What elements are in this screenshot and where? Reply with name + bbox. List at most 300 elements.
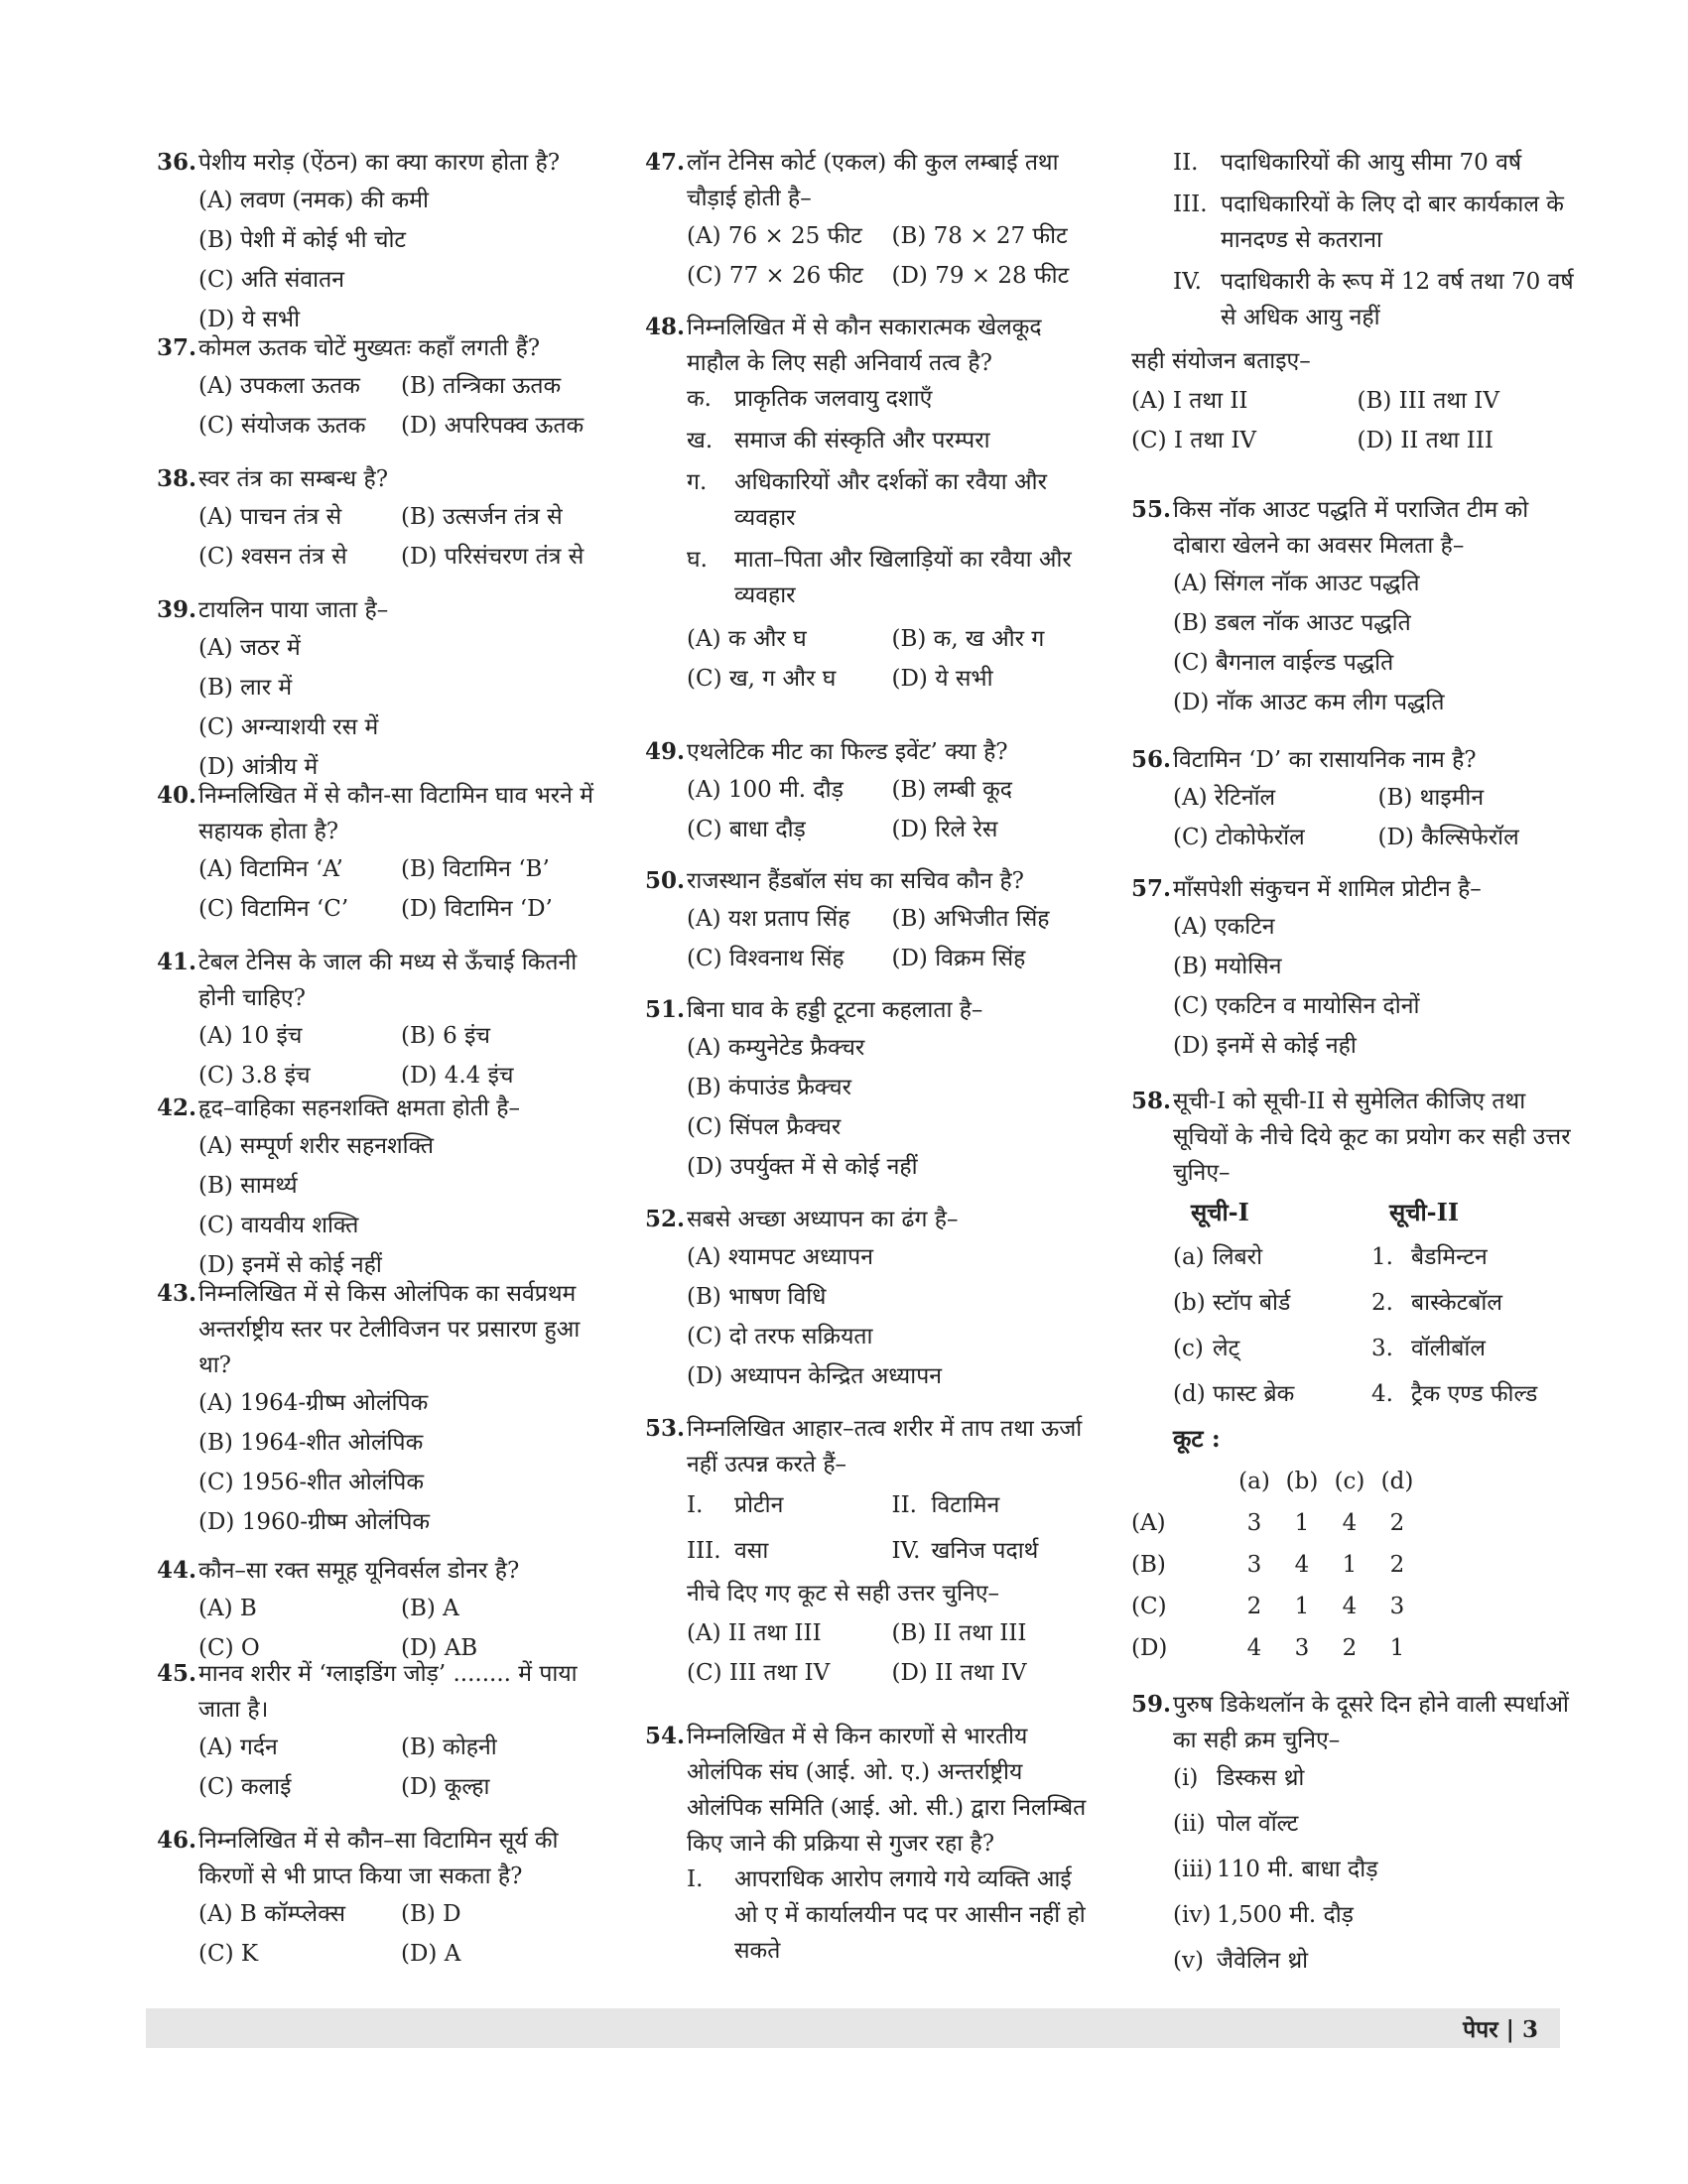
option-row (198, 1894, 603, 1934)
question-text: किस नॉक आउट पद्धति में पराजित टीम को दोबारा खेलने का अवसर मिलता है– (1173, 497, 1529, 559)
question-text: मानव शरीर में ‘ग्लाइडिंग जोड़’ ........ में पाया जाता है। (198, 1661, 578, 1723)
item-text: आपराधिक आरोप लगाये गये व्यक्ति आई ओ ए में कार्यालयीन पद पर आसीन नहीं हो सकते (734, 1866, 1086, 1964)
code-option: (B) (1131, 1552, 1166, 1578)
question-38 (157, 461, 603, 577)
code-value: 4 (1342, 1510, 1358, 1536)
code-pad (1189, 1502, 1231, 1544)
question-number: 50. (645, 867, 686, 894)
pair-left (687, 1482, 892, 1528)
option: (A) लवण (नमक) की कमी (198, 188, 429, 213)
option: (B) पेशी में कोई भी चोट (198, 227, 407, 253)
option: (D) अध्यापन केन्द्रित अध्यापन (687, 1363, 943, 1389)
question-text-row (157, 1823, 603, 1894)
list-item (687, 423, 1097, 458)
question-text: टायलिन पाया जाता है– (198, 597, 389, 623)
item-marker: (iii) (1173, 1857, 1214, 1882)
option-row (198, 1767, 603, 1807)
pair-text: खनिज पदार्थ (931, 1538, 1039, 1564)
option: (C) 1956-शीत ओलंपिक (198, 1470, 424, 1495)
question-41 (157, 945, 603, 1095)
pair-text: विटामिन (931, 1492, 1000, 1518)
roman-pair-row (687, 1482, 1097, 1528)
question-text: सूची-I को सूची-II से सुमेलित कीजिए तथा सूचियों के नीचे दिये कूट का प्रयोग कर सही उत्तर चुनिए– (1173, 1089, 1571, 1186)
page-number-label: पेपर | 3 (1463, 2016, 1538, 2043)
question-text: सबसे अच्छा अध्यापन का ढंग है– (687, 1207, 959, 1232)
option: (D) II तथा III (1357, 428, 1494, 453)
option-row (687, 770, 1097, 810)
option: (B) 78 × 27 फीट (891, 223, 1068, 249)
question-number: 38. (157, 465, 197, 492)
question-49 (645, 734, 1097, 849)
pair-marker: III. (687, 1538, 721, 1564)
option: (A) जठर में (198, 635, 301, 661)
question-text: कौन–सा रक्त समूह यूनिवर्सल डोनर है? (198, 1558, 520, 1584)
options (157, 628, 603, 787)
option-row (687, 1653, 1097, 1693)
option: (C) अग्न्याशयी रस में (198, 714, 379, 740)
option: (B) तन्त्रिका ऊतक (401, 373, 562, 399)
options (1131, 564, 1583, 722)
item-marker: (ii) (1173, 1811, 1206, 1837)
pair-marker: IV. (891, 1538, 921, 1564)
options (157, 1016, 603, 1095)
option: (D) विटामिन ‘D’ (401, 896, 553, 922)
question-text-row (157, 461, 603, 497)
question-text: लॉन टेनिस कोर्ट (एकल) की कुल लम्बाई तथा चौड़ाई होती है– (687, 150, 1059, 211)
option: (C) III तथा IV (687, 1660, 831, 1686)
item-marker: III. (1173, 192, 1208, 217)
list-1-heading: सूची-I (1191, 1198, 1249, 1226)
option-row (198, 406, 603, 446)
item-text: पदाधिकारी के रूप में 12 वर्ष तथा 70 वर्ष से अधिक आयु नहीं (1221, 269, 1574, 330)
option-row (198, 1016, 603, 1056)
option: (B) लार में (198, 675, 293, 701)
option: (B) II तथा III (891, 1620, 1027, 1646)
question-text-row (157, 1091, 603, 1126)
option-row (198, 1589, 603, 1628)
list-item (687, 381, 1097, 417)
options (645, 216, 1097, 296)
question-text-row (157, 945, 603, 1016)
item-text: समाज की संस्कृति और परम्परा (734, 428, 990, 453)
question-39 (157, 592, 603, 787)
option: (D) परिसंचरण तंत्र से (401, 544, 584, 570)
question-text: बिना घाव के हड्डी टूटना कहलाता है– (687, 997, 983, 1023)
code-value: 2 (1342, 1635, 1358, 1661)
pair-right (892, 1482, 1098, 1528)
question-number: 37. (157, 334, 197, 361)
question-text-row (1131, 1687, 1583, 1758)
option: (D) AB (401, 1635, 478, 1661)
question-text-row (645, 145, 1097, 216)
item-list (645, 1862, 1097, 1969)
option-row (198, 537, 603, 577)
option: (C) श्वसन तंत्र से (198, 544, 347, 570)
options (157, 1894, 603, 1974)
match-row (1131, 1280, 1583, 1326)
option: (C) K (198, 1941, 259, 1967)
row-item: स्टॉप बोर्ड (1213, 1290, 1291, 1316)
code-value: 3 (1389, 1594, 1405, 1619)
option: (B) डबल नॉक आउट पद्धति (1173, 610, 1411, 636)
question-text-row (645, 734, 1097, 770)
option: (D) रिले रेस (891, 817, 998, 842)
list-item (1173, 187, 1583, 258)
option: (A) I तथा II (1131, 388, 1248, 414)
option: (A) विटामिन ‘A’ (198, 856, 343, 882)
row-match: बास्केटबॉल (1411, 1290, 1502, 1316)
question-text-row (157, 1276, 603, 1383)
options (1131, 381, 1583, 460)
match-row (1131, 1234, 1583, 1280)
question-text: राजस्थान हैंडबॉल संघ का सचिव कौन है? (687, 868, 1024, 894)
question-text: हृद–वाहिका सहनशक्ति क्षमता होती है– (198, 1095, 520, 1121)
option: (A) यश प्रताप सिंह (687, 906, 850, 932)
question-text: निम्नलिखित में से कौन–सा विटामिन सूर्य की किरणों से भी प्राप्त किया जा सकता है? (198, 1828, 559, 1889)
option: (A) रेटिनॉल (1173, 785, 1276, 811)
option: (C) 3.8 इंच (198, 1063, 311, 1089)
option: (B) थाइमीन (1377, 785, 1485, 811)
item-text: प्राकृतिक जलवायु दशाएँ (734, 386, 933, 412)
code-header: (b) (1285, 1469, 1319, 1494)
option: (B) III तथा IV (1357, 388, 1499, 414)
option-row (687, 810, 1097, 849)
match-row (1131, 1326, 1583, 1371)
item-marker: (iv) (1173, 1902, 1212, 1928)
option: (B) A (401, 1596, 459, 1621)
option: (C) संयोजक ऊतक (198, 413, 366, 439)
option: (B) 6 इंच (401, 1023, 491, 1049)
item-marker: (v) (1173, 1948, 1204, 1974)
pair-left (687, 1528, 892, 1574)
row-match: ट्रैक एण्ड फील्ड (1411, 1381, 1538, 1407)
question-number: 49. (645, 738, 686, 765)
option: (B) अभिजीत सिंह (891, 906, 1050, 932)
item-list (645, 381, 1097, 613)
option: (C) I तथा IV (1131, 428, 1257, 453)
item-marker: क. (687, 386, 712, 412)
question-text: एथलेटिक मीट का फिल्ड इवेंट’ क्या है? (687, 739, 1008, 765)
code-header: (c) (1334, 1469, 1365, 1494)
question-number: 43. (157, 1280, 197, 1307)
question-43 (157, 1276, 603, 1542)
page-footer (146, 2008, 1560, 2048)
question-text: माँसपेशी संकुचन में शामिल प्रोटीन है– (1173, 876, 1482, 902)
row-number: 4. (1371, 1381, 1393, 1407)
option: (D) ये सभी (198, 307, 301, 332)
pair-marker: II. (891, 1492, 917, 1518)
list-item (1173, 264, 1583, 335)
options (157, 181, 603, 339)
instruction-text: नीचे दिए गए कूट से सही उत्तर चुनिए– (687, 1581, 1000, 1606)
item-text: 110 मी. बाधा दौड़ (1217, 1857, 1378, 1882)
item-list (1131, 1758, 1583, 1981)
options (1131, 907, 1583, 1066)
option-row (198, 849, 603, 889)
question-text-row (157, 330, 603, 366)
question-54-continued (1131, 145, 1583, 460)
question-number: 51. (645, 996, 686, 1023)
question-number: 40. (157, 782, 197, 809)
row-item: लिबरो (1213, 1244, 1263, 1270)
option: (A) B कॉम्प्लेक्स (198, 1901, 346, 1927)
question-46 (157, 1823, 603, 1974)
question-text-row (157, 778, 603, 849)
option: (D) 1960-ग्रीष्म ओलंपिक (198, 1509, 431, 1535)
question-37 (157, 330, 603, 446)
option: (C) विटामिन ‘C’ (198, 896, 349, 922)
options (645, 770, 1097, 849)
option: (A) एकटिन (1173, 914, 1275, 940)
item-text: जैवेलिन थ्रो (1217, 1948, 1309, 1974)
option-row (687, 216, 1097, 256)
question-number: 52. (645, 1206, 686, 1232)
question-text-row (1131, 1084, 1583, 1191)
list-item (1173, 1804, 1583, 1844)
option: (B) सामर्थ्य (198, 1173, 298, 1199)
question-text-row (1131, 742, 1583, 778)
options (157, 849, 603, 929)
row-number: 1. (1371, 1244, 1393, 1270)
question-59 (1131, 1687, 1583, 1987)
option: (D) 79 × 28 फीट (891, 263, 1070, 289)
row-letter: (d) (1173, 1381, 1206, 1407)
item-text: माता–पिता और खिलाड़ियों का रवैया और व्यवहार (734, 547, 1072, 608)
option: (B) लम्बी कूद (891, 777, 1013, 803)
option: (C) टोकोफेरॉल (1173, 825, 1305, 850)
option: (B) विटामिन ‘B’ (401, 856, 550, 882)
question-58 (1131, 1084, 1583, 1669)
options (1131, 778, 1583, 857)
question-text: निम्नलिखित में से किस ओलंपिक का सर्वप्रथम अन्तर्राष्ट्रीय स्तर पर टेलीविजन पर प्रसारण हुआ था? (198, 1281, 581, 1378)
pair-text: वसा (734, 1538, 769, 1564)
item-marker: II. (1173, 150, 1199, 176)
option: (A) कम्युनेटेड फ्रैक्चर (687, 1035, 865, 1061)
row-number: 2. (1371, 1290, 1393, 1316)
item-marker: घ. (687, 547, 708, 573)
option: (C) कलाई (198, 1774, 292, 1800)
options (645, 619, 1097, 699)
code-row (1131, 1502, 1583, 1544)
code-value: 1 (1342, 1552, 1358, 1578)
item-text: डिस्कस थ्रो (1217, 1765, 1305, 1791)
code-row (1131, 1627, 1583, 1669)
question-text-row (645, 1202, 1097, 1237)
code-value: 3 (1246, 1510, 1262, 1536)
question-text-row (157, 592, 603, 628)
question-number: 53. (645, 1415, 686, 1442)
code-value: 1 (1294, 1510, 1310, 1536)
code-header: (d) (1380, 1469, 1414, 1494)
pair-marker: I. (687, 1492, 704, 1518)
list-2-heading: सूची-II (1389, 1198, 1460, 1226)
question-40 (157, 778, 603, 929)
options (645, 1237, 1097, 1396)
option-row (1173, 818, 1583, 857)
roman-pair-row (687, 1528, 1097, 1574)
code-option: (A) (1131, 1510, 1166, 1536)
row-letter: (b) (1173, 1290, 1206, 1316)
question-text-row (157, 145, 603, 181)
option: (A) 100 मी. दौड़ (687, 777, 844, 803)
option-row (687, 939, 1097, 978)
option: (D) अपरिपक्व ऊतक (401, 413, 584, 439)
code-label: कूट : (1173, 1424, 1221, 1453)
option-row (198, 366, 603, 406)
question-text-row (157, 1553, 603, 1589)
question-text-row (1131, 492, 1583, 564)
option-row (687, 899, 1097, 939)
option-row (198, 1728, 603, 1767)
option: (A) B (198, 1596, 257, 1621)
code-value: 3 (1294, 1635, 1310, 1661)
option: (A) क और घ (687, 626, 807, 652)
code-value: 2 (1389, 1510, 1405, 1536)
item-marker: ख. (687, 428, 714, 453)
question-number: 42. (157, 1094, 197, 1121)
option: (D) आंत्रीय में (198, 754, 319, 780)
option-row (687, 619, 1097, 659)
option: (B) क, ख और ग (891, 626, 1045, 652)
row-letter: (c) (1173, 1336, 1204, 1361)
list-item (1173, 1850, 1583, 1889)
code-value: 4 (1342, 1594, 1358, 1619)
code-value: 3 (1246, 1552, 1262, 1578)
option: (D) विक्रम सिंह (891, 946, 1026, 971)
row-number: 3. (1371, 1336, 1393, 1361)
option: (D) A (401, 1941, 461, 1967)
code-header-row (1131, 1461, 1583, 1502)
code-option: (C) (1131, 1594, 1167, 1619)
option: (A) 76 × 25 फीट (687, 223, 862, 249)
question-52 (645, 1202, 1097, 1396)
option: (B) भाषण विधि (687, 1284, 827, 1310)
item-text: अधिकारियों और दर्शकों का रवैया और व्यवहार (734, 469, 1047, 531)
option: (C) ख, ग और घ (687, 666, 837, 692)
code-pad (1189, 1627, 1231, 1669)
list-item (1173, 1895, 1583, 1935)
question-53 (645, 1411, 1097, 1693)
question-text: निम्नलिखित में से कौन सकारात्मक खेलकूद माहौल के लिए सही अनिवार्य तत्व है? (687, 315, 1042, 376)
question-text-row (157, 1656, 603, 1728)
question-number: 56. (1131, 746, 1172, 773)
item-text: 1,500 मी. दौड़ (1217, 1902, 1354, 1928)
code-row (1131, 1544, 1583, 1586)
question-text: विटामिन ‘D’ का रासायनिक नाम है? (1173, 747, 1477, 773)
option: (A) 10 इंच (198, 1023, 303, 1049)
options (645, 1613, 1097, 1693)
question-text: कोमल ऊतक चोटें मुख्यतः कहाँ लगती हैं? (198, 335, 541, 361)
option-row (687, 256, 1097, 296)
question-text-row (645, 310, 1097, 381)
option-row (1131, 381, 1583, 421)
code-value: 2 (1389, 1552, 1405, 1578)
item-text: पदाधिकारियों के लिए दो बार कार्यकाल के मानदण्ड से कतराना (1221, 192, 1564, 253)
option: (D) नॉक आउट कम लीग पद्धति (1173, 690, 1445, 715)
option: (D) कैल्सिफेरॉल (1377, 825, 1519, 850)
list-item (1173, 1758, 1583, 1798)
option: (B) कंपाउंड फ्रैक्चर (687, 1075, 852, 1100)
item-marker: I. (687, 1866, 704, 1892)
option: (A) सम्पूर्ण शरीर सहनशक्ति (198, 1133, 435, 1159)
code-value: 2 (1246, 1594, 1262, 1619)
question-number: 44. (157, 1557, 197, 1584)
code-pad (1189, 1544, 1231, 1586)
question-45 (157, 1656, 603, 1807)
option: (A) श्यामपट अध्यापन (687, 1244, 874, 1270)
question-text: पेशीय मरोड़ (ऐंठन) का क्या कारण होता है? (198, 150, 561, 176)
question-text: निम्नलिखित आहार–तत्व शरीर में ताप तथा ऊर्जा नहीं उत्पन्न करते हैं– (687, 1416, 1083, 1477)
option: (C) 77 × 26 फीट (687, 263, 863, 289)
option: (B) D (401, 1901, 461, 1927)
question-number: 57. (1131, 875, 1172, 902)
options (157, 497, 603, 577)
option: (D) इनमें से कोई नही (1173, 1033, 1357, 1059)
list-item (687, 464, 1097, 536)
question-number: 55. (1131, 496, 1172, 523)
question-56 (1131, 742, 1583, 857)
question-number: 36. (157, 149, 197, 176)
question-48 (645, 310, 1097, 699)
code-value: 4 (1294, 1552, 1310, 1578)
question-text-row (645, 1411, 1097, 1482)
option: (D) 4.4 इंच (401, 1063, 514, 1089)
instruction-text: सही संयोजन बताइए– (1131, 348, 1311, 374)
options (157, 1126, 603, 1285)
option: (D) इनमें से कोई नहीं (198, 1252, 382, 1278)
question-text: निम्नलिखित में से किन कारणों से भारतीय ओलंपिक संघ (आई. ओ. ए.) अन्तर्राष्ट्रीय ओलंपिक समिति (आई. ओ. सी.) द्वारा निलम्बित किए जाने की प्रक्रिया से गुजर रहा है? (687, 1724, 1087, 1857)
question-text-row (1131, 871, 1583, 907)
item-list (1131, 145, 1583, 335)
option-row (198, 497, 603, 537)
option: (C) अति संवातन (198, 267, 344, 293)
code-option: (D) (1131, 1635, 1168, 1661)
options (645, 899, 1097, 978)
row-letter: (a) (1173, 1244, 1205, 1270)
row-match: वॉलीबॉल (1411, 1336, 1486, 1361)
option: (C) एकटिन व मायोसिन दोनों (1173, 993, 1420, 1019)
match-row (1131, 1371, 1583, 1417)
options (645, 1028, 1097, 1187)
option-row (687, 1613, 1097, 1653)
list-item (687, 542, 1097, 613)
item-text: पोल वॉल्ट (1217, 1811, 1299, 1837)
question-number: 41. (157, 949, 197, 975)
question-number: 39. (157, 596, 197, 623)
match-list-header (1131, 1191, 1583, 1234)
option-row (1173, 778, 1583, 818)
option: (A) 1964-ग्रीष्म ओलंपिक (198, 1390, 429, 1416)
item-text: पदाधिकारियों की आयु सीमा 70 वर्ष (1221, 150, 1522, 176)
options (157, 366, 603, 446)
code-value: 1 (1294, 1594, 1310, 1619)
code-value: 4 (1246, 1635, 1262, 1661)
question-text-row (645, 992, 1097, 1028)
question-number: 46. (157, 1827, 197, 1854)
question-number: 59. (1131, 1691, 1172, 1718)
code-header: (a) (1238, 1469, 1270, 1494)
question-55 (1131, 492, 1583, 722)
question-54 (645, 1719, 1097, 1975)
pair-right (892, 1528, 1098, 1574)
question-number: 58. (1131, 1088, 1172, 1114)
option: (B) कोहनी (401, 1734, 497, 1760)
option-row (687, 659, 1097, 699)
option: (D) ये सभी (891, 666, 993, 692)
code-row (1131, 1586, 1583, 1627)
option-row (198, 1934, 603, 1974)
code-value: 1 (1389, 1635, 1405, 1661)
